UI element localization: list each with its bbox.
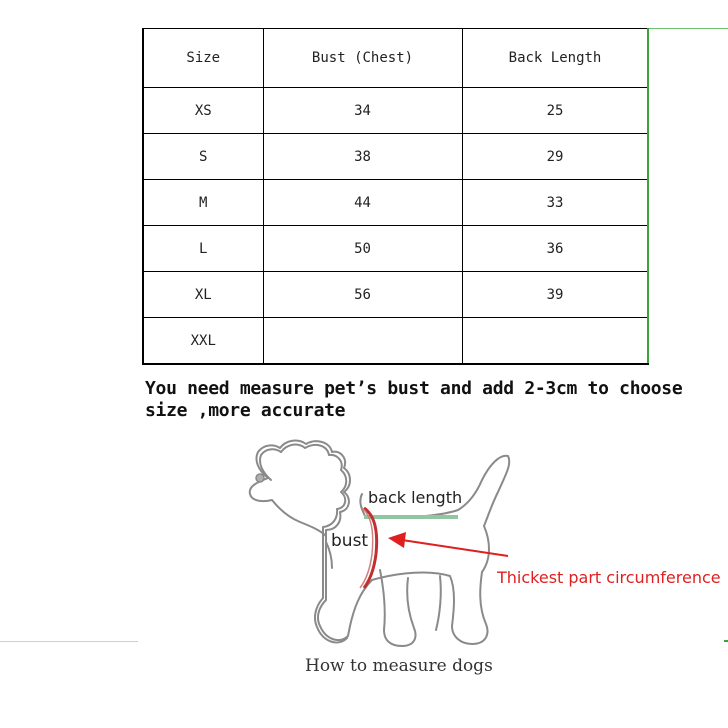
cell-back-length: 25 bbox=[462, 88, 648, 134]
pointer-arrow-line bbox=[402, 540, 508, 556]
cell-size: M bbox=[143, 180, 263, 226]
thickest-part-label: Thickest part circumference bbox=[497, 568, 721, 587]
cell-back-length: 36 bbox=[462, 226, 648, 272]
cell-back-length: 39 bbox=[462, 272, 648, 318]
cell-bust: 56 bbox=[263, 272, 462, 318]
cell-bust: 34 bbox=[263, 88, 462, 134]
cell-back-length: 33 bbox=[462, 180, 648, 226]
cell-size: L bbox=[143, 226, 263, 272]
size-table bbox=[142, 28, 649, 365]
cell-bust bbox=[263, 318, 462, 365]
diagram-caption: How to measure dogs bbox=[305, 656, 493, 676]
back-length-label: back length bbox=[368, 488, 463, 507]
table-row bbox=[143, 88, 648, 134]
cell-bust: 50 bbox=[263, 226, 462, 272]
cell-bust: 38 bbox=[263, 134, 462, 180]
cell-size: S bbox=[143, 134, 263, 180]
cell-back-length bbox=[462, 318, 648, 365]
table-row bbox=[143, 180, 648, 226]
table-row bbox=[143, 226, 648, 272]
dog-measure-diagram bbox=[140, 430, 728, 700]
table-row bbox=[143, 272, 648, 318]
frame-border-top bbox=[649, 28, 728, 29]
cell-size: XS bbox=[143, 88, 263, 134]
table-header-row bbox=[143, 29, 648, 88]
pointer-arrow-head bbox=[388, 532, 406, 548]
cell-size: XXL bbox=[143, 318, 263, 365]
instruction-line-2: size ,more accurate bbox=[145, 400, 346, 421]
dog-nose bbox=[256, 474, 264, 482]
frame-border-right bbox=[647, 28, 649, 363]
instruction-line-1: You need measure pet’s bust and add 2-3cm to choose bbox=[145, 378, 683, 399]
divider bbox=[0, 641, 138, 642]
dog-outline bbox=[250, 441, 510, 646]
measure-instruction bbox=[145, 378, 720, 422]
header-bust: Bust (Chest) bbox=[263, 29, 462, 88]
header-size: Size bbox=[143, 29, 263, 88]
table-row bbox=[143, 318, 648, 365]
cell-bust: 44 bbox=[263, 180, 462, 226]
table-row bbox=[143, 134, 648, 180]
bust-label: bust bbox=[331, 531, 369, 551]
cell-back-length: 29 bbox=[462, 134, 648, 180]
cell-size: XL bbox=[143, 272, 263, 318]
header-back-length: Back Length bbox=[462, 29, 648, 88]
